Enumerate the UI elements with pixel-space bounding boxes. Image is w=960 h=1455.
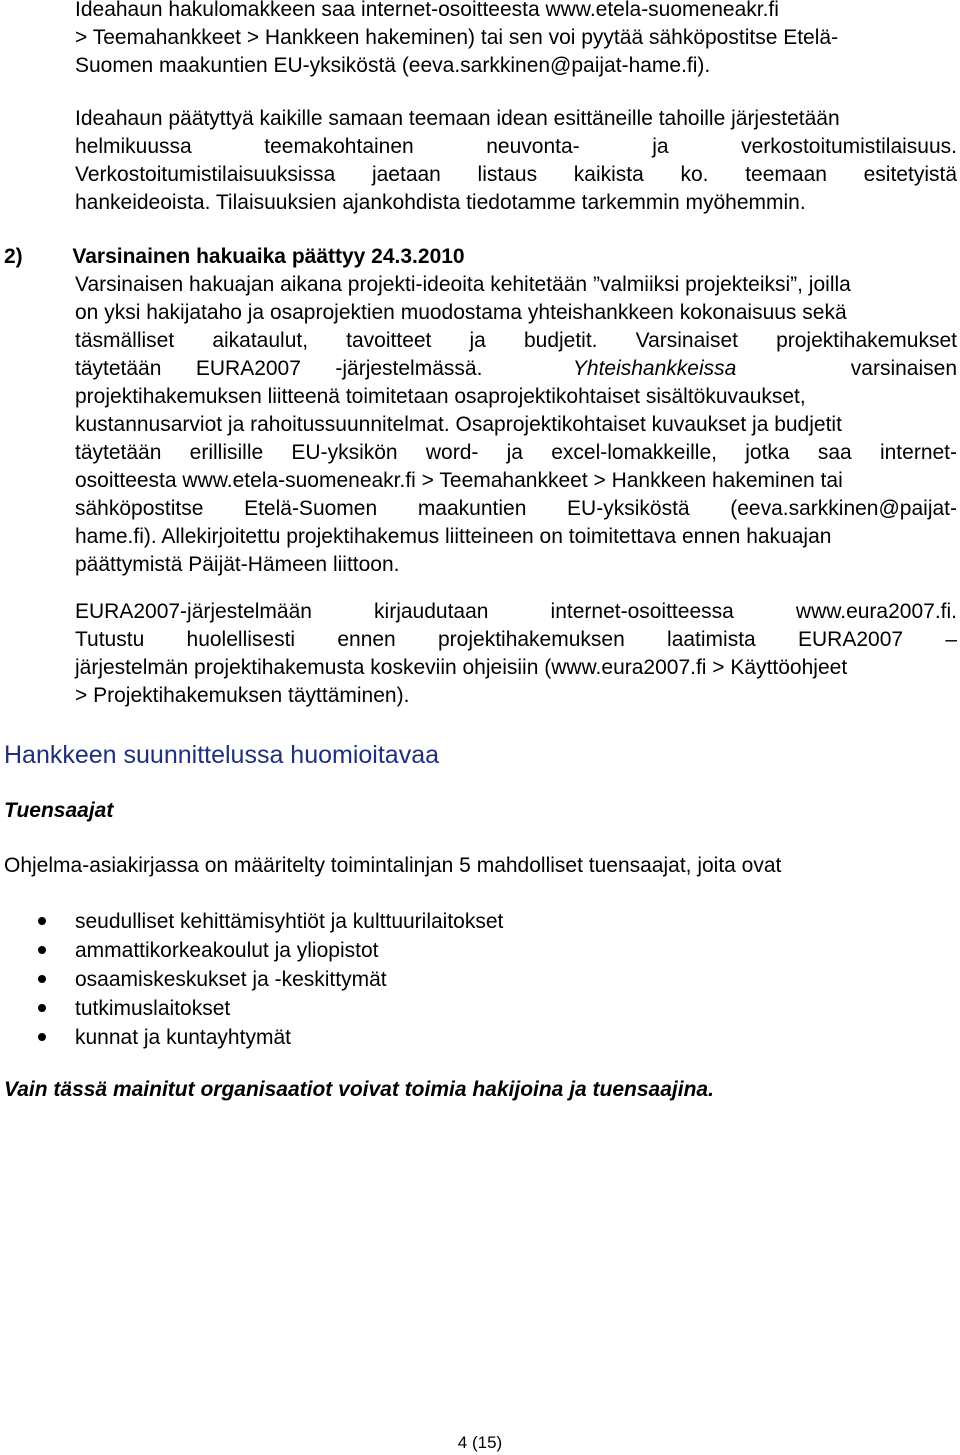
intro-line: Suomen maakuntien EU-yksiköstä (eeva.sarkkinen@paijat-hame.fi). <box>75 54 711 77</box>
section-2-body <box>75 271 957 579</box>
list-item <box>75 936 957 965</box>
paragraph-line: Ideahaun päätyttyä kaikille samaan teemaan idean esittäneille tahoille järjestetään <box>75 107 840 130</box>
eura-paragraph <box>75 598 957 710</box>
bullet-icon <box>38 946 46 954</box>
section-title: Varsinainen hakuaika päättyy 24.3.2010 <box>72 245 465 268</box>
paragraph-line: > Projektihakemuksen täyttäminen). <box>75 684 410 707</box>
paragraph-line: täytetään erillisille EU-yksikön word- ja excel-lomakkeille, jotka saa internet- <box>75 441 957 464</box>
paragraph-line: täsmälliset aikataulut, tavoitteet ja budjetit. Varsinaiset projektihakemukset <box>75 329 957 352</box>
line-text: täytetään EURA2007 -järjestelmässä. <box>75 357 483 380</box>
bullet-list <box>75 907 957 1052</box>
intro-line: Ideahaun hakulomakkeen saa internet-osoitteesta www.etela-suomeneakr.fi <box>75 0 779 21</box>
section-heading: Hankkeen suunnittelussa huomioitavaa <box>4 741 439 769</box>
bullet-icon <box>38 917 46 925</box>
list-item-text: ammattikorkeakoulut ja yliopistot <box>75 939 379 962</box>
page-number: 4 (15) <box>457 1433 503 1452</box>
list-item <box>75 907 957 936</box>
list-intro <box>4 852 957 880</box>
paragraph-line: on yksi hakijataho ja osaprojektien muodostama yhteishankkeen kokonaisuus sekä <box>75 301 847 324</box>
paragraph-line: Varsinaisen hakuajan aikana projekti-ideoita kehitetään ”valmiiksi projekteiksi”, joilla <box>75 273 851 296</box>
list-item-text: kunnat ja kuntayhtymät <box>75 1026 291 1049</box>
paragraph-line: Verkostoitumistilaisuuksissa jaetaan listaus kaikista ko. teemaan esitetyistä <box>75 163 957 186</box>
section-number: 2) <box>4 245 23 268</box>
list-item-text: tutkimuslaitokset <box>75 997 231 1020</box>
bullet-icon <box>38 1033 46 1041</box>
paragraph-line: projektihakemuksen liitteenä toimitetaan osaprojektikohtaiset sisältökuvaukset, <box>75 385 806 408</box>
networking-paragraph <box>75 105 957 217</box>
paragraph-line: hame.fi). Allekirjoitettu projektihakemus liitteineen on toimitettava ennen hakuajan <box>75 525 832 548</box>
line-text: varsinaisen <box>816 357 958 380</box>
beneficiary-list <box>75 907 957 1052</box>
subheading: Tuensaajat <box>4 799 114 822</box>
paragraph-line: kustannusarviot ja rahoitussuunnitelmat. Osaprojektikohtaiset kuvaukset ja budjetit <box>75 413 842 436</box>
list-item-text: seudulliset kehittämisyhtiöt ja kulttuurilaitokset <box>75 910 504 933</box>
list-intro-text: Ohjelma-asiakirjassa on määritelty toimintalinjan 5 mahdolliset tuensaajat, joita ovat <box>4 854 782 877</box>
bullet-icon <box>38 1004 46 1012</box>
line-italic: Yhteishankkeissa <box>572 357 737 380</box>
section-2-heading <box>4 243 957 271</box>
bullet-icon <box>38 975 46 983</box>
paragraph-line: osoitteesta www.etela-suomeneakr.fi > Teemahankkeet > Hankkeen hakeminen tai <box>75 469 843 492</box>
paragraph-line: päättymistä Päijät-Hämeen liittoon. <box>75 553 400 576</box>
important-note: Vain tässä mainitut organisaatiot voivat toimia hakijoina ja tuensaajina. <box>4 1078 714 1101</box>
list-item <box>75 965 957 994</box>
list-item-text: osaamiskeskukset ja -keskittymät <box>75 968 387 991</box>
paragraph-line: hankeideoista. Tilaisuuksien ajankohdista tiedotamme tarkemmin myöhemmin. <box>75 191 806 214</box>
list-item <box>75 994 957 1023</box>
paragraph-line: EURA2007-järjestelmään kirjaudutaan internet-osoitteessa www.eura2007.fi. <box>75 600 957 623</box>
paragraph-line: sähköpostitse Etelä-Suomen maakuntien EU-yksiköstä (eeva.sarkkinen@paijat- <box>75 497 957 520</box>
paragraph-line <box>75 355 957 383</box>
intro-paragraph <box>75 0 957 80</box>
paragraph-line: helmikuussa teemakohtainen neuvonta- ja verkostoitumistilaisuus. <box>75 135 957 158</box>
paragraph-line: järjestelmän projektihakemusta koskeviin ohjeisiin (www.eura2007.fi > Käyttöohjeet <box>75 656 848 679</box>
paragraph-line: Tutustu huolellisesti ennen projektihakemuksen laatimista EURA2007 – <box>75 628 957 651</box>
intro-line: > Teemahankkeet > Hankkeen hakeminen) tai sen voi pyytää sähköpostitse Etelä- <box>75 26 839 49</box>
list-item <box>75 1023 957 1052</box>
